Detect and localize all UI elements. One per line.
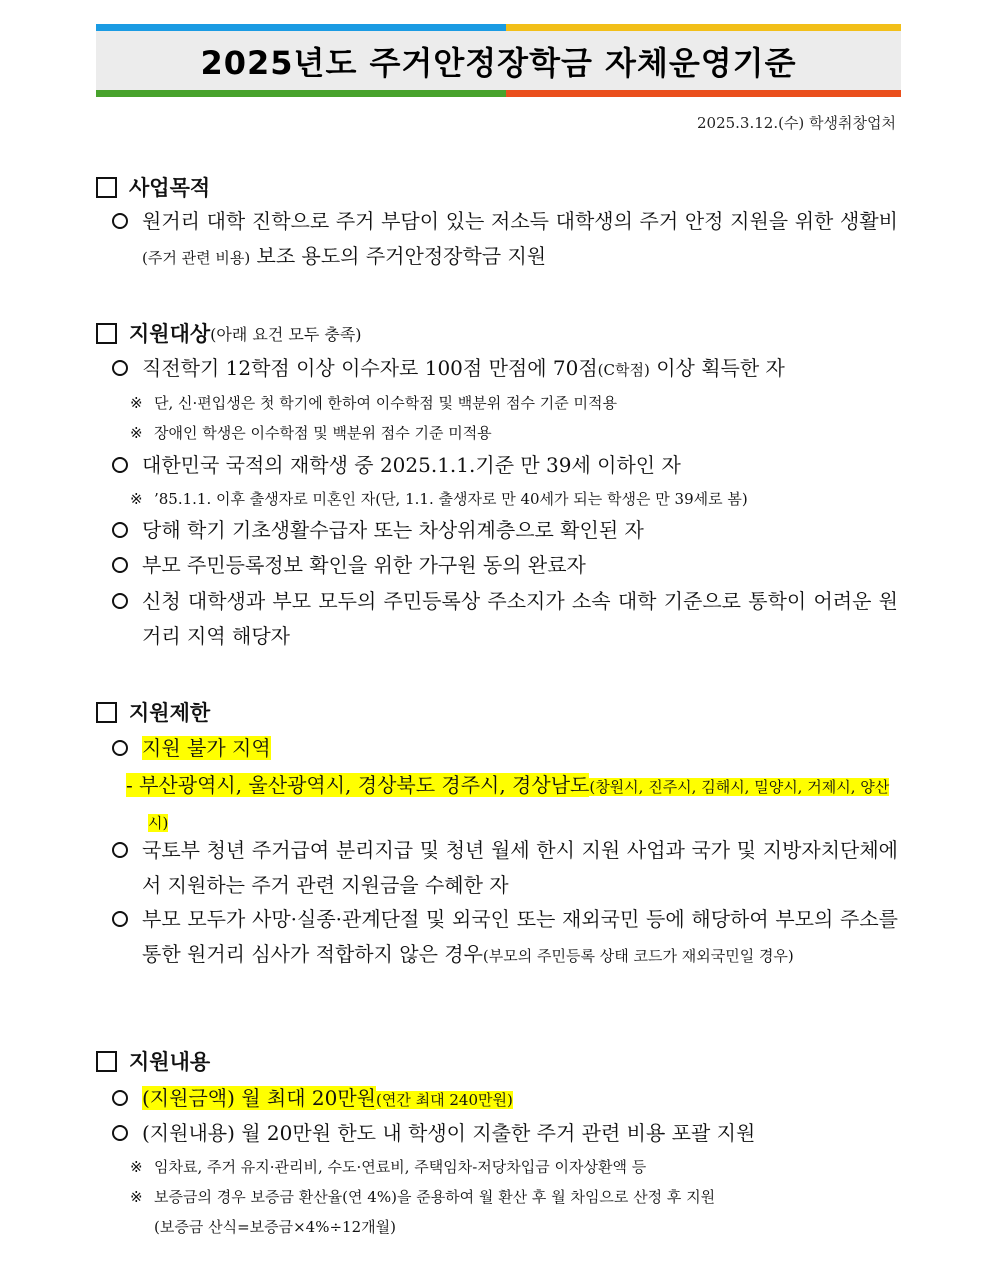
item-note-small: (C학점) xyxy=(597,361,650,379)
note-item xyxy=(130,418,900,448)
circle-bullet-icon xyxy=(112,213,128,229)
item-text: 원거리 대학 진학으로 주거 부담이 있는 저소득 대학생의 주거 안정 지원을 위한 생활비 xyxy=(142,209,898,233)
title-bar-yellow xyxy=(506,24,901,31)
page-title: 2025년도 주거안정장학금 자체운영기준 xyxy=(200,43,797,82)
reference-mark-icon: ※ xyxy=(130,394,143,412)
note-text: ’85.1.1. 이후 출생자로 미혼인 자(단, 1.1. 출생자로 만 40세가 되는 학생은 만 39세로 봄) xyxy=(154,490,748,508)
item-text-tail: 이상 획득한 자 xyxy=(649,356,785,380)
item-text: (지원내용) 월 20만원 한도 내 학생이 지출한 주거 관련 비용 포괄 지원 xyxy=(142,1121,756,1145)
list-item xyxy=(112,351,898,388)
circle-bullet-icon xyxy=(112,360,128,376)
title-banner xyxy=(96,24,901,99)
section-heading-restrictions xyxy=(96,697,210,727)
item-text: 직전학기 12학점 이상 이수자로 100점 만점에 70점 xyxy=(142,356,598,380)
dash-note-highlighted: (창원시, 진주시, 김해시, 밀양시, 거제시, 양산시) xyxy=(148,778,890,832)
section-heading-support-content xyxy=(96,1046,210,1076)
note-text: 보증금의 경우 보증금 환산율(연 4%)을 준용하여 월 환산 후 월 차임으로 산정 후 지원 xyxy=(154,1188,716,1206)
item-text-highlighted: 지원 불가 지역 xyxy=(142,736,271,760)
item-text-tail: 보조 용도의 주거안정장학금 지원 xyxy=(250,244,547,268)
date-line: 2025.3.12.(수) 학생취창업처 xyxy=(696,114,896,132)
section-title: 지원내용 xyxy=(129,1049,211,1074)
dash-item xyxy=(126,768,898,840)
section-subtitle: (아래 요건 모두 충족) xyxy=(210,324,362,344)
circle-bullet-icon xyxy=(112,911,128,927)
note-text: 단, 신·편입생은 첫 학기에 한하여 이수학점 및 백분위 점수 기준 미적용 xyxy=(154,394,617,412)
note-item xyxy=(130,388,900,418)
reference-mark-icon: ※ xyxy=(130,424,143,442)
list-item xyxy=(112,731,898,766)
circle-bullet-icon xyxy=(112,457,128,473)
square-bullet-icon xyxy=(96,702,117,723)
note-item xyxy=(130,1152,900,1182)
square-bullet-icon xyxy=(96,177,117,198)
title-bar-red xyxy=(506,90,901,97)
item-note-highlighted: (연간 최대 240만원) xyxy=(376,1091,513,1109)
circle-bullet-icon xyxy=(112,1125,128,1141)
list-item xyxy=(112,204,898,276)
circle-bullet-icon xyxy=(112,593,128,609)
section-title: 지원제한 xyxy=(129,700,211,725)
title-bar-blue xyxy=(96,24,506,31)
reference-mark-icon: ※ xyxy=(130,1158,143,1176)
dash-text-highlighted: - 부산광역시, 울산광역시, 경상북도 경주시, 경상남도 xyxy=(126,773,590,797)
note-text: 장애인 학생은 이수학점 및 백분위 점수 기준 미적용 xyxy=(154,424,492,442)
section-heading-purpose xyxy=(96,172,210,202)
note-item xyxy=(130,1182,900,1242)
item-text: 부모 모두가 사망·실종·관계단절 및 외국인 또는 재외국민 등에 해당하여 부모의 주소를 통한 원거리 심사가 적합하지 않은 경우 xyxy=(142,907,898,966)
circle-bullet-icon xyxy=(112,740,128,756)
item-text-highlighted: (지원금액) 월 최대 20만원 xyxy=(142,1086,377,1110)
item-text: 대한민국 국적의 재학생 중 2025.1.1.기준 만 39세 이하인 자 xyxy=(142,453,681,477)
list-item xyxy=(112,584,898,654)
reference-mark-icon: ※ xyxy=(130,490,143,508)
list-item xyxy=(112,1081,898,1118)
reference-mark-icon: ※ xyxy=(130,1188,143,1206)
section-heading-eligibility xyxy=(96,318,362,348)
list-item xyxy=(112,833,898,903)
note-item xyxy=(130,484,900,514)
square-bullet-icon xyxy=(96,1051,117,1072)
section-title: 사업목적 xyxy=(129,175,211,200)
note-continuation: (보증금 산식=보증금×4%÷12개월) xyxy=(154,1218,396,1236)
item-text: 국토부 청년 주거급여 분리지급 및 청년 월세 한시 지원 사업과 국가 및 지방자치단체에서 지원하는 주거 관련 지원금을 수혜한 자 xyxy=(142,838,898,897)
list-item xyxy=(112,448,898,483)
title-background xyxy=(96,31,901,90)
title-bar-green xyxy=(96,90,506,97)
square-bullet-icon xyxy=(96,323,117,344)
list-item xyxy=(112,513,898,548)
note-text: 임차료, 주거 유지·관리비, 수도·연료비, 주택임차-저당차입금 이자상환액 등 xyxy=(154,1158,647,1176)
list-item xyxy=(112,1116,898,1151)
list-item xyxy=(112,548,898,583)
item-text: 신청 대학생과 부모 모두의 주민등록상 주소지가 소속 대학 기준으로 통학이 어려운 원거리 지역 해당자 xyxy=(142,589,898,648)
section-title: 지원대상 xyxy=(129,321,211,346)
item-note-small: (주거 관련 비용) xyxy=(142,249,251,267)
circle-bullet-icon xyxy=(112,1090,128,1106)
circle-bullet-icon xyxy=(112,842,128,858)
item-text: 당해 학기 기초생활수급자 또는 차상위계층으로 확인된 자 xyxy=(142,518,644,542)
circle-bullet-icon xyxy=(112,557,128,573)
item-text: 부모 주민등록정보 확인을 위한 가구원 동의 완료자 xyxy=(142,553,586,577)
circle-bullet-icon xyxy=(112,522,128,538)
list-item xyxy=(112,902,898,974)
item-note-small: (부모의 주민등록 상태 코드가 재외국민일 경우) xyxy=(482,947,794,965)
